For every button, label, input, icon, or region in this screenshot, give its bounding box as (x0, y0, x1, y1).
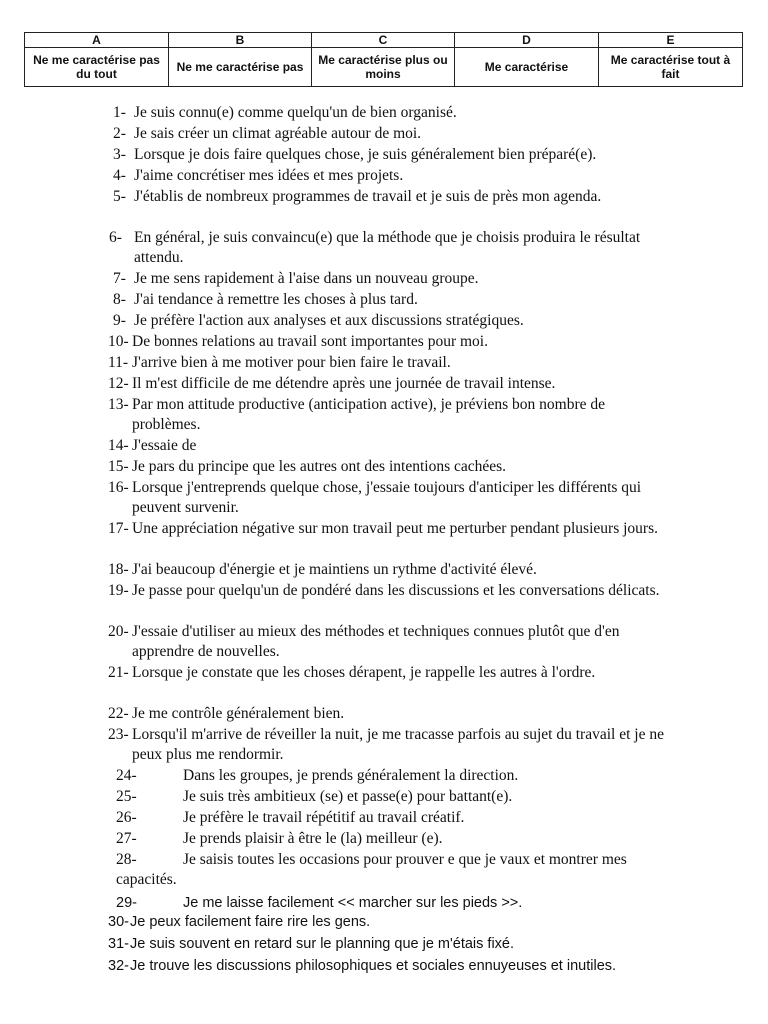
statement-text: Je sais créer un climat agréable autour de moi. (134, 125, 422, 142)
statement-text: Il m'est difficile de me détendre après une journée de travail intense. (132, 375, 556, 392)
statement-item (0, 766, 768, 786)
statement-number: 1- (113, 104, 126, 121)
statement-text: J'ai tendance à remettre les choses à plus tard. (134, 291, 418, 308)
statement-item (0, 808, 768, 828)
statement-text: Lorsque je constate que les choses dérapent, je rappelle les autres à l'ordre. (132, 664, 596, 681)
statement-number: 22- (108, 705, 129, 722)
statement-item (0, 103, 768, 123)
statement-number: 14- (108, 437, 129, 454)
statement-number: 7- (113, 270, 126, 287)
statement-item (0, 725, 768, 765)
statement-number: 23- (108, 726, 129, 743)
statement-item (0, 145, 768, 165)
statement-number: 26- (116, 809, 137, 826)
statement-text: Lorsqu'il m'arrive de réveiller la nuit, je me tracasse parfois au sujet du travail et je ne peux plus me rendormir. (132, 726, 664, 763)
statement-text: Je me laisse facilement << marcher sur les pieds >>. (183, 895, 523, 911)
statement-item (0, 311, 768, 331)
statement-text: J'essaie de (132, 437, 197, 454)
statement-number: 21- (108, 664, 129, 681)
scale-letter-e: E (599, 33, 743, 48)
statement-item (0, 850, 768, 890)
statement-text: J'aime concrétiser mes idées et mes projets. (134, 167, 404, 184)
statement-text: Je saisis toutes les occasions pour prouver e que je vaux et montrer mes capacités. (116, 851, 627, 888)
statement-text: Je suis très ambitieux (se) et passe(e) pour battant(e). (183, 788, 513, 805)
statement-text: Je préfère l'action aux analyses et aux discussions stratégiques. (134, 312, 524, 329)
statement-number: 28- (116, 851, 137, 868)
statement-item (0, 622, 768, 662)
statement-item (0, 663, 768, 703)
statement-item (0, 787, 768, 807)
statement-text: J'établis de nombreux programmes de travail et je suis de près mon agenda. (134, 188, 602, 205)
statement-item (0, 829, 768, 849)
scale-label-d: Me caractérise (455, 48, 599, 87)
statement-item (0, 187, 768, 227)
statement-number: 12- (108, 375, 129, 392)
statement-number: 9- (113, 312, 126, 329)
scale-letter-c: C (312, 33, 455, 48)
statement-item (0, 436, 768, 456)
scale-letter-a: A (25, 33, 169, 48)
statement-text: Je préfère le travail répétitif au travail créatif. (183, 809, 465, 826)
scale-letter-d: D (455, 33, 599, 48)
statement-item (0, 166, 768, 186)
statement-text: J'essaie d'utiliser au mieux des méthodes et techniques connues plutôt que d'en apprendre de nouvelles. (132, 623, 620, 660)
statement-text: Je passe pour quelqu'un de pondéré dans les discussions et les conversations délicats. (132, 582, 660, 599)
scale-label-b: Ne me caractérise pas (169, 48, 312, 87)
statement-text: Je pars du principe que les autres ont des intentions cachées. (132, 458, 507, 475)
rating-scale-table (24, 32, 743, 87)
statement-number: 15- (108, 458, 129, 475)
statement-text: Je prends plaisir à être le (la) meilleur (e). (183, 830, 443, 847)
statement-text: Dans les groupes, je prends généralement la direction. (183, 767, 519, 784)
statement-number: 19- (108, 582, 129, 599)
statement-item (0, 353, 768, 373)
statement-text: Lorsque j'entreprends quelque chose, j'essaie toujours d'anticiper les différents qui peuvent survenir. (132, 479, 642, 516)
statement-text: De bonnes relations au travail sont importantes pour moi. (132, 333, 488, 350)
statement-number: 25- (116, 788, 137, 805)
statement-number: 18- (108, 561, 129, 578)
statement-text: J'ai beaucoup d'énergie et je maintiens un rythme d'activité élevé. (132, 561, 537, 578)
scale-labels-row (25, 48, 743, 87)
statement-number: 31- (108, 936, 129, 952)
statement-text: Je me sens rapidement à l'aise dans un nouveau groupe. (134, 270, 479, 287)
statement-text: Je me contrôle généralement bien. (132, 705, 345, 722)
statement-item (0, 395, 768, 435)
statement-item (0, 581, 768, 621)
scale-letter-b: B (169, 33, 312, 48)
statement-number: 17- (108, 520, 129, 537)
statement-text: Une appréciation négative sur mon travail peut me perturber pendant plusieurs jours. (132, 520, 658, 537)
statement-item (0, 560, 768, 580)
scale-label-a: Ne me caractérise pas du tout (25, 48, 169, 87)
statement-number: 5- (113, 188, 126, 205)
statement-item (0, 228, 768, 268)
statement-number: 13- (108, 396, 129, 413)
statement-text: Par mon attitude productive (anticipation active), je préviens bon nombre de problèmes. (132, 396, 606, 433)
statement-number: 10- (108, 333, 129, 350)
statement-text: Je trouve les discussions philosophiques et sociales ennuyeuses et inutiles. (130, 958, 617, 974)
statement-number: 8- (113, 291, 126, 308)
statement-item (0, 290, 768, 310)
statement-item (0, 374, 768, 394)
statement-text: Je suis souvent en retard sur le planning que je m'étais fixé. (130, 936, 515, 952)
statement-number: 6- (109, 229, 122, 246)
statement-number: 27- (116, 830, 137, 847)
statement-number: 30- (108, 914, 129, 930)
statement-text: Je peux facilement faire rire les gens. (130, 914, 371, 930)
statement-number: 32- (108, 958, 129, 974)
statement-text: Je suis connu(e) comme quelqu'un de bien organisé. (134, 104, 457, 121)
statement-number: 3- (113, 146, 126, 163)
statement-number: 16- (108, 479, 129, 496)
statement-item (0, 956, 768, 996)
statement-item (0, 478, 768, 518)
scale-label-e: Me caractérise tout à fait (599, 48, 743, 87)
statement-item (0, 332, 768, 352)
statement-number: 11- (108, 354, 129, 371)
statement-item (0, 934, 768, 954)
scale-label-c: Me caractérise plus ou moins (312, 48, 455, 87)
statement-number: 4- (113, 167, 126, 184)
statement-item (0, 124, 768, 144)
statement-item (0, 457, 768, 477)
statement-item (0, 912, 768, 932)
statement-text: En général, je suis convaincu(e) que la méthode que je choisis produira le résultat attendu. (134, 229, 641, 266)
statement-number: 24- (116, 767, 137, 784)
scale-letters-row (25, 33, 743, 48)
statement-item (0, 704, 768, 724)
statement-item (0, 269, 768, 289)
statement-number: 20- (108, 623, 129, 640)
statement-item (0, 519, 768, 559)
statement-text: Lorsque je dois faire quelques chose, je suis généralement bien préparé(e). (134, 146, 597, 163)
statement-number: 29- (116, 895, 137, 911)
statement-item (0, 893, 768, 913)
statement-number: 2- (113, 125, 126, 142)
statement-text: J'arrive bien à me motiver pour bien faire le travail. (132, 354, 451, 371)
